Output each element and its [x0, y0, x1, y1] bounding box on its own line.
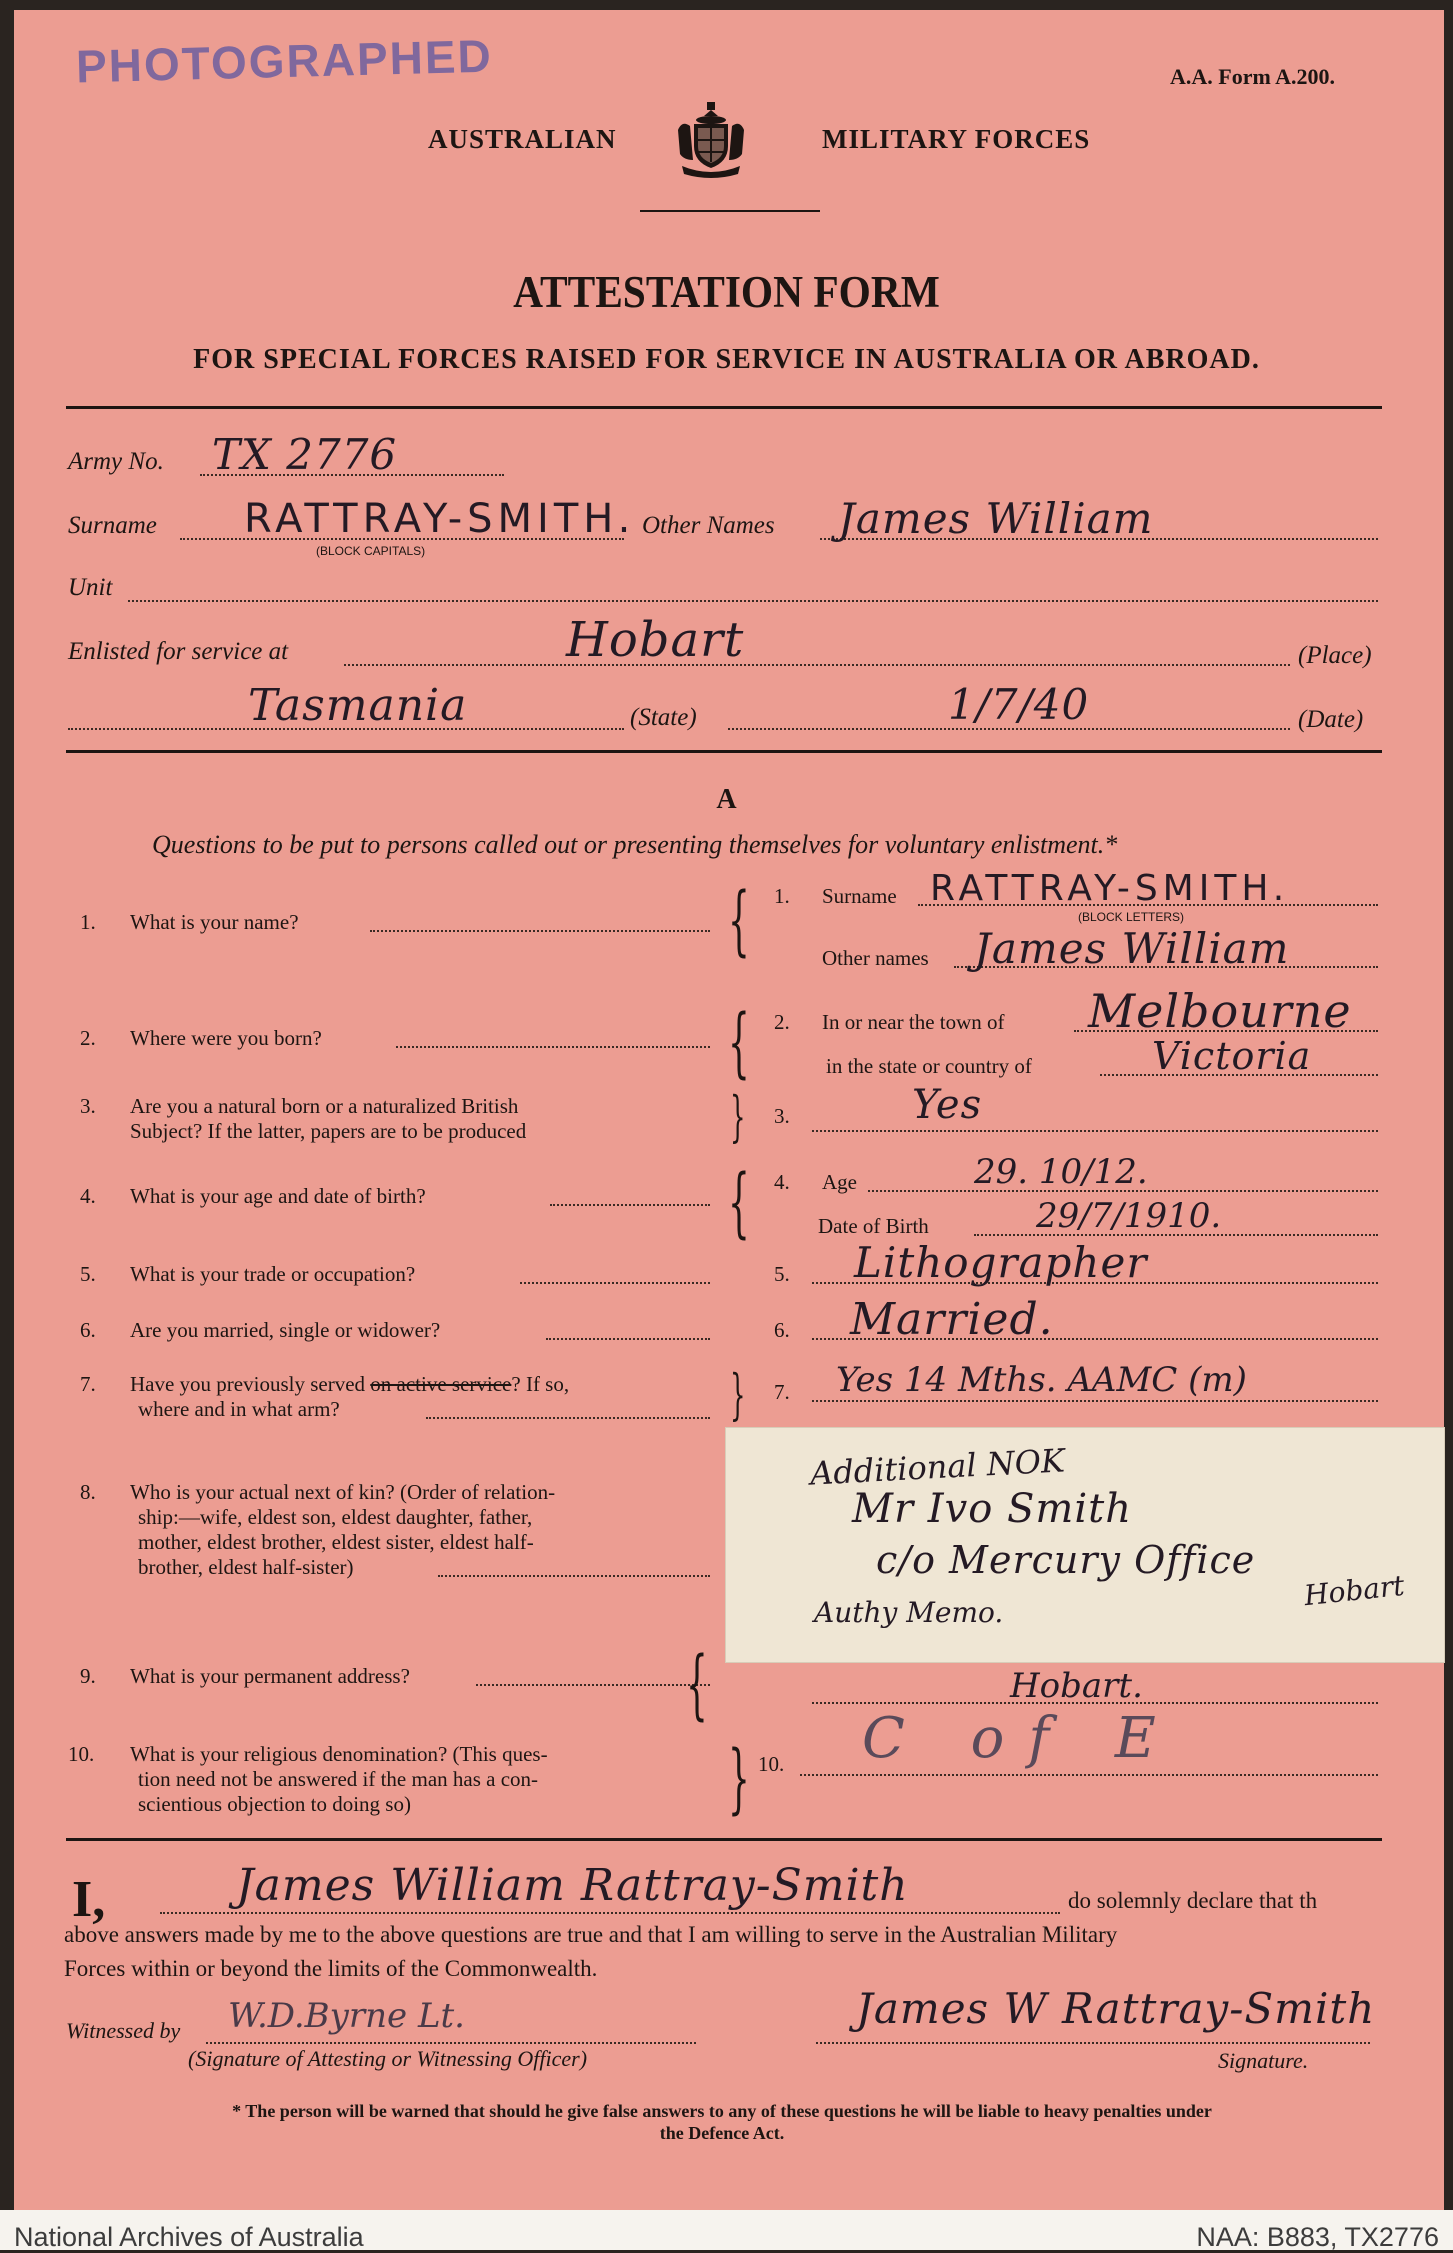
question-7-part-a: Have you previously served [130, 1372, 366, 1396]
question-text [130, 1480, 710, 1580]
archive-reference: NAA: B883, TX2776 [1196, 2222, 1439, 2252]
question-leader [370, 930, 710, 932]
answer-other-names-label: Other names [822, 946, 929, 970]
surname-label: Surname [68, 512, 157, 539]
question-7-struck-text: on active service [370, 1372, 512, 1396]
question-number: 4. [80, 1184, 96, 1208]
note-line: Mr Ivo Smith [852, 1486, 1132, 1532]
questions-rule [66, 1838, 1382, 1841]
declaration-text-end: do solemnly declare that th [1068, 1888, 1318, 1913]
question-text: Subject? If the latter, papers are to be produced [130, 1119, 527, 1143]
question-number: 8. [80, 1480, 96, 1504]
declaration-text: Forces within or beyond the limits of the Commonwealth. [64, 1956, 598, 1981]
signature-line [816, 2042, 1370, 2044]
header-divider [640, 210, 820, 212]
question-text [130, 1742, 710, 1817]
photographed-stamp: PHOTOGRAPHED [75, 29, 494, 93]
answer-age-value: 29. 10/12. [974, 1152, 1148, 1192]
question-line: What is your religious denomination? (This ques- [130, 1742, 548, 1766]
answer-address: Hobart. [1010, 1666, 1143, 1706]
answer-surname-value: RATTRAY-SMITH. [930, 868, 1290, 909]
note-line: Additional NOK [809, 1441, 1066, 1493]
archive-name: National Archives of Australia [14, 2222, 364, 2252]
date-caption: (Date) [1298, 706, 1364, 733]
header-military-forces: MILITARY FORCES [822, 124, 1091, 154]
block-capitals-caption: (BLOCK CAPITALS) [316, 544, 426, 558]
brace: { [728, 997, 750, 1086]
witness-caption: (Signature of Attesting or Witnessing Officer) [188, 2046, 588, 2071]
declaration-text: above answers made by me to the above questions are true and that I am willing to serve in the Australian Military [64, 1922, 1118, 1947]
note-line: c/o Mercury Office [876, 1538, 1256, 1582]
question-number: 7. [80, 1372, 96, 1396]
answer-number: 2. [774, 1010, 790, 1034]
answer-dob-value: 29/7/1910. [1036, 1196, 1222, 1236]
question-number: 5. [80, 1262, 96, 1286]
witness-line [206, 2042, 696, 2044]
answer-number: 5. [774, 1262, 790, 1286]
question-number: 9. [80, 1664, 96, 1688]
additional-next-of-kin-note [726, 1428, 1444, 1662]
answer-line [800, 1774, 1378, 1776]
answer-number: 6. [774, 1318, 790, 1342]
answer-state-label: in the state or country of [826, 1054, 1032, 1078]
question-number: 3. [80, 1094, 96, 1118]
answer-number: 10. [758, 1752, 785, 1776]
declaration-i: I, [72, 1871, 106, 1928]
question-line: ship:—wife, eldest son, eldest daughter, father, [138, 1505, 533, 1529]
question-text: What is your age and date of birth? [130, 1184, 426, 1208]
question-text: Where were you born? [130, 1026, 322, 1050]
answer-previous-service: Yes 14 Mths. AAMC (m) [836, 1360, 1247, 1400]
particulars-rule [66, 750, 1382, 753]
answer-state-value: Victoria [1152, 1034, 1312, 1078]
answer-other-names-value: James William [974, 924, 1290, 973]
question-leader [426, 1417, 710, 1419]
witnessed-by-label: Witnessed by [66, 2018, 181, 2043]
answer-line [812, 1400, 1378, 1402]
declaration-name: James William Rattray-Smith [236, 1860, 909, 1911]
answer-number: 3. [774, 1104, 790, 1128]
question-leader [438, 1575, 710, 1577]
brace: { [728, 875, 750, 964]
question-leader [476, 1684, 710, 1686]
enlisted-label: Enlisted for service at [68, 638, 289, 665]
question-line: mother, eldest brother, eldest sister, eldest half- [138, 1530, 534, 1554]
question-text [130, 1372, 569, 1397]
other-names-value: James William [838, 494, 1154, 543]
coat-of-arms-icon [674, 100, 748, 180]
question-text: where and in what arm? [138, 1397, 340, 1421]
enlisted-place-value: Hobart [566, 612, 745, 668]
brace: } [728, 1733, 750, 1822]
place-caption: (Place) [1298, 642, 1372, 669]
signature-caption: Signature. [1218, 2048, 1309, 2073]
enlisted-place-line [344, 664, 1290, 666]
brace: } [730, 1363, 746, 1426]
footnote-line: the Defence Act. [659, 2123, 785, 2143]
other-names-label: Other Names [642, 512, 775, 539]
question-line: tion need not be answered if the man has a con- [138, 1767, 539, 1791]
footnote-line: * The person will be warned that should he give false answers to any of these questions he will be liable to heavy penalties under [232, 2101, 1212, 2121]
question-number: 1. [80, 910, 96, 934]
unit-line [128, 600, 1378, 602]
question-line: Who is your actual next of kin? (Order of relation- [130, 1480, 556, 1504]
enlisted-date-value: 1/7/40 [948, 680, 1090, 729]
army-no-value: TX 2776 [212, 430, 398, 479]
enlistee-signature: James W Rattray-Smith [856, 1984, 1376, 2033]
question-leader [520, 1282, 710, 1284]
question-text: What is your permanent address? [130, 1664, 410, 1688]
question-leader [546, 1338, 710, 1340]
surname-value: RATTRAY-SMITH. [244, 496, 636, 542]
answer-dob-label: Date of Birth [818, 1214, 929, 1238]
brace: } [730, 1085, 746, 1148]
answer-british-subject: Yes [912, 1082, 983, 1128]
answer-number: 1. [774, 884, 790, 908]
page-subtitle: FOR SPECIAL FORCES RAISED FOR SERVICE IN AUSTRALIA OR ABROAD. [193, 344, 1260, 375]
question-line: scientious objection to doing so) [138, 1792, 411, 1816]
question-leader [396, 1046, 710, 1048]
question-text: Are you a natural born or a naturalized British [130, 1094, 519, 1118]
answer-occupation: Lithographer [854, 1238, 1148, 1287]
brace: { [728, 1157, 750, 1246]
answer-town-label: In or near the town of [822, 1010, 1005, 1034]
question-text: What is your trade or occupation? [130, 1262, 416, 1286]
answer-town-value: Melbourne [1088, 984, 1352, 1038]
footnote [64, 2100, 1380, 2144]
questions-intro: Questions to be put to persons called out or presenting themselves for voluntary enlistment.* [152, 830, 1118, 859]
answer-line [812, 1130, 1378, 1132]
question-number: 10. [68, 1742, 95, 1766]
question-text: Are you married, single or widower? [130, 1318, 441, 1342]
question-text: What is your name? [130, 910, 299, 934]
section-letter: A [716, 784, 737, 815]
declaration-name-line [160, 1912, 1060, 1914]
answer-marital-status: Married. [850, 1294, 1054, 1345]
header-australian: AUSTRALIAN [428, 124, 617, 154]
brace: { [686, 1639, 708, 1728]
army-no-label: Army No. [68, 448, 164, 475]
note-line: Authy Memo. [814, 1596, 1004, 1629]
answer-surname-label: Surname [822, 884, 897, 908]
question-leader [550, 1204, 710, 1206]
page-title: ATTESTATION FORM [513, 267, 940, 317]
question-line: brother, eldest half-sister) [138, 1555, 354, 1579]
unit-label: Unit [68, 574, 113, 601]
block-letters-caption: (BLOCK LETTERS) [1078, 910, 1185, 924]
answer-religion: C of E [862, 1706, 1180, 1771]
witness-signature: W.D.Byrne Lt. [228, 1996, 465, 2036]
title-rule [66, 406, 1382, 409]
answer-number: 4. [774, 1170, 790, 1194]
answer-age-label: Age [822, 1170, 857, 1194]
enlisted-state-value: Tasmania [248, 680, 468, 731]
question-7-part-b: ? If so, [511, 1372, 570, 1396]
question-number: 2. [80, 1026, 96, 1050]
state-caption: (State) [630, 704, 697, 731]
form-number: A.A. Form A.200. [1170, 64, 1335, 89]
answer-number: 7. [774, 1380, 790, 1404]
note-line: Hobart [1302, 1568, 1406, 1613]
question-number: 6. [80, 1318, 96, 1342]
